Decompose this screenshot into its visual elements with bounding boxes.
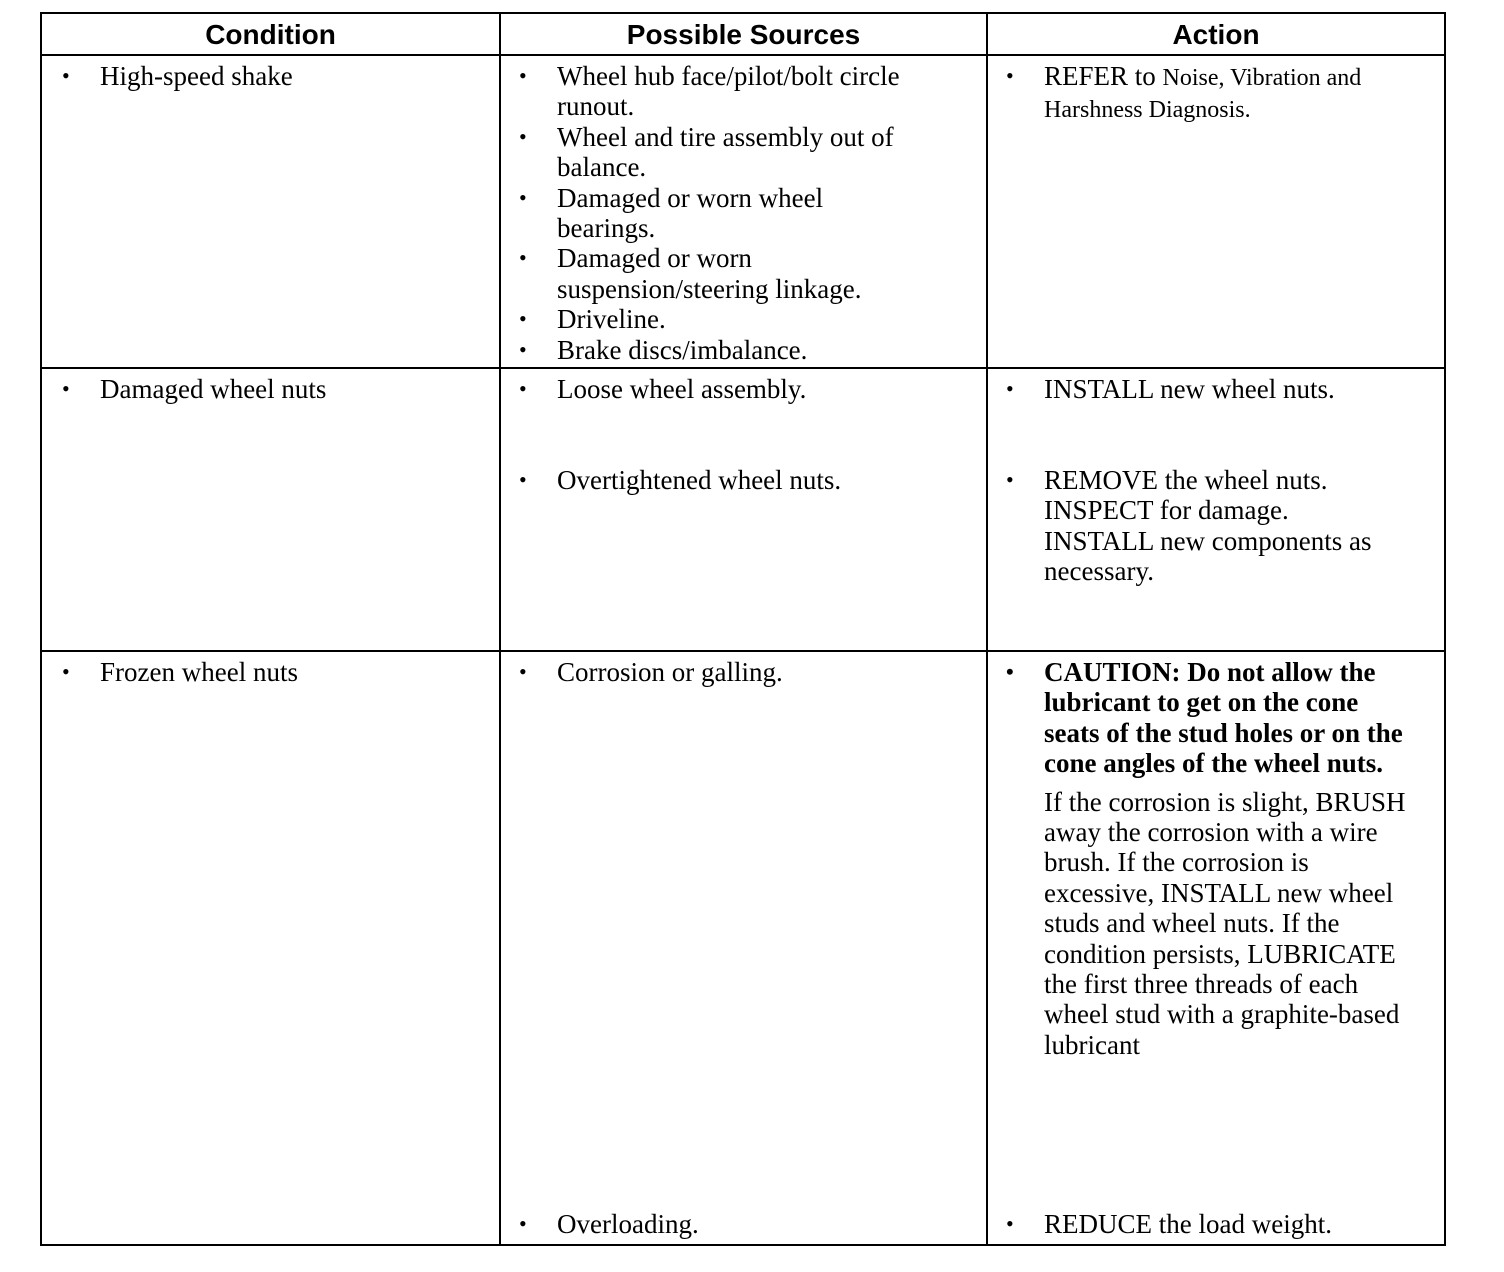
bullet-icon: • [519, 659, 527, 684]
source-item [501, 657, 921, 687]
header-possible-sources: Possible Sources [626, 19, 861, 50]
row2-action-cell-2 [988, 465, 1388, 587]
row3-action-cell-2 [988, 1209, 1418, 1239]
header-condition: Condition [205, 19, 336, 50]
row-divider [42, 650, 1444, 652]
source-text: Overtightened wheel nuts. [557, 465, 842, 495]
action-item [988, 374, 1388, 404]
action-item [988, 1209, 1418, 1239]
bullet-icon: • [519, 467, 527, 492]
condition-text: High-speed shake [100, 61, 293, 91]
action-item [988, 61, 1368, 126]
row2-condition-cell [44, 374, 494, 404]
action-reference: Noise, Vibration and Harshness Diagnosis. [1044, 65, 1362, 124]
source-text: Loose wheel assembly. [557, 374, 807, 404]
source-text: Overloading. [557, 1209, 699, 1239]
action-text: REMOVE the wheel nuts. INSPECT for damage. INSTALL new components as necessary. [1044, 465, 1372, 587]
caution-item [988, 657, 1418, 779]
source-item [501, 304, 921, 334]
caution-body-text: If the corrosion is slight, BRUSH away the corrosion with a wire brush. If the corrosion is excessive, INSTALL new wheel studs and wheel nuts. If the condition persists, LUBRICATE the first three threads of each wheel stud with a graphite-based lubricant [1044, 786, 1406, 1060]
row3-sources-cell-2 [501, 1209, 921, 1239]
bullet-icon: • [1006, 467, 1014, 492]
action-text: REDUCE the load weight. [1044, 1209, 1332, 1239]
row1-sources-cell [501, 61, 921, 365]
row3-action-cell [988, 657, 1418, 1060]
bullet-icon: • [519, 336, 527, 362]
action-to: to [1134, 61, 1156, 91]
caution-text: CAUTION: Do not allow the lubricant to get on the cone seats of the stud holes or on the cone angles of the wheel nuts. [1044, 657, 1403, 779]
action-text: INSTALL new wheel nuts. [1044, 374, 1335, 404]
source-text: Wheel hub face/pilot/bolt circle runout. [557, 61, 900, 122]
action-item [988, 465, 1388, 587]
row-divider [42, 367, 1444, 369]
bullet-icon: • [519, 1211, 527, 1236]
row2-sources-cell [501, 374, 921, 404]
action-verb: REFER [1044, 61, 1129, 91]
source-text: Corrosion or galling. [557, 657, 783, 687]
source-item [501, 335, 921, 365]
bullet-icon: • [62, 659, 70, 684]
source-text: Driveline. [557, 304, 666, 335]
source-text: Damaged or worn wheel bearings. [557, 182, 824, 244]
row2-sources-cell-2 [501, 465, 921, 495]
condition-item [44, 657, 494, 687]
condition-item [44, 61, 494, 91]
source-item [501, 1209, 921, 1239]
source-text: Damaged or worn suspension/steering linkage. [557, 243, 862, 304]
bullet-icon: • [1006, 63, 1014, 88]
row3-condition-cell [44, 657, 494, 687]
row2-action-cell [988, 374, 1388, 404]
condition-text: Damaged wheel nuts [100, 374, 327, 404]
bullet-icon: • [519, 123, 527, 149]
bullet-icon: • [62, 376, 70, 401]
header-action: Action [1172, 19, 1260, 50]
source-item [501, 122, 921, 183]
bullet-icon: • [1006, 376, 1014, 401]
bullet-icon: • [1006, 659, 1014, 684]
bullet-icon: • [1006, 1211, 1014, 1236]
bullet-icon: • [519, 376, 527, 401]
row1-action-cell [988, 61, 1368, 126]
source-text: Brake discs/imbalance. [557, 334, 808, 365]
source-item [501, 374, 921, 404]
action-item [988, 787, 1418, 1061]
source-text: Wheel and tire assembly out of balance. [557, 121, 894, 183]
condition-text: Frozen wheel nuts [100, 657, 298, 687]
diagnosis-table [40, 12, 1446, 1246]
row3-sources-cell [501, 657, 921, 687]
bullet-icon: • [519, 306, 527, 332]
bullet-icon: • [62, 63, 70, 88]
bullet-icon: • [519, 63, 527, 88]
bullet-icon: • [519, 245, 527, 271]
condition-item [44, 374, 494, 404]
source-item [501, 465, 921, 495]
source-item [501, 183, 921, 244]
source-item [501, 243, 921, 304]
bullet-icon: • [519, 184, 527, 210]
row1-condition-cell [44, 61, 494, 91]
source-item [501, 61, 921, 122]
